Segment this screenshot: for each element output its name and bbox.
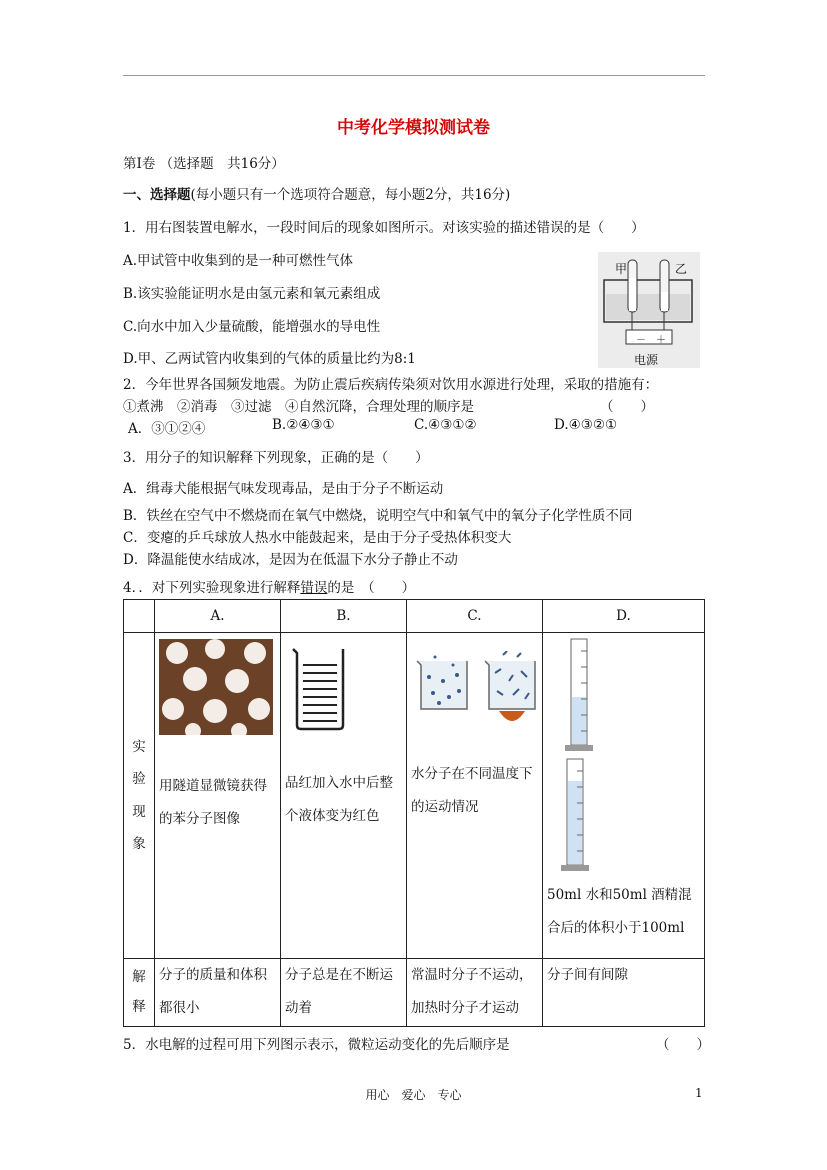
label-char: 验	[132, 771, 146, 788]
q4-explanation-row	[124, 959, 705, 1027]
q1-option-d: D.甲、乙两试管内收集到的气体的质量比约为8:1	[123, 351, 416, 367]
tube-left-label: 甲	[615, 262, 628, 276]
q1-option-a: A.甲试管中收集到的是一种可燃性气体	[123, 253, 354, 269]
q4-cell-a	[155, 633, 281, 959]
label-char: 释	[132, 998, 146, 1015]
power-caption: 电源	[634, 353, 659, 367]
q2-stem-line1: 2．今年世界各国频发地震。为防止震后疾病传染须对饮用水源进行处理，采取的措施有：	[123, 377, 659, 393]
q4-header-row	[124, 600, 705, 633]
q5-stem: 5．水电解的过程可用下列图示表示，微粒运动变化的先后顺序是	[123, 1037, 510, 1053]
q4-expl-a-text: 分子的质量和体积都很小	[159, 967, 267, 1016]
q4-cell-c	[407, 633, 543, 959]
electrode-plus: ＋	[656, 335, 666, 346]
q4-expl-a	[155, 959, 281, 1027]
q1-option-b: B.该实验能证明水是由氢元素和氧元素组成	[123, 286, 381, 302]
benzene-molecule-icon	[159, 639, 273, 735]
label-char: 象	[132, 835, 146, 852]
q3-option-a: A．缉毒犬能根据气味发现毒品，是由于分子不断运动	[123, 481, 444, 497]
q4-expl-c-text: 常温时分子不运动，加热时分子才运动	[411, 967, 533, 1016]
cylinder-image-1	[563, 637, 704, 757]
label-char: 实	[132, 738, 146, 755]
q4-row2-label	[124, 959, 155, 1027]
header-rule	[123, 75, 705, 76]
q4-header-b: B.	[281, 600, 407, 633]
footer-motto: 用心 爱心 专心	[365, 1088, 462, 1102]
part-heading	[123, 183, 510, 203]
cylinder-image-2	[559, 757, 704, 877]
electrolysis-figure	[598, 252, 700, 368]
beakers-icon	[413, 651, 541, 731]
graduated-cylinder-icon	[559, 757, 595, 873]
q1-stem: 1．用右图装置电解水，一段时间后的现象如图所示。对该实验的描述错误的是（ ）	[123, 220, 645, 236]
q4-phenomenon-row	[124, 633, 705, 959]
tube-right-label: 乙	[675, 262, 688, 276]
beaker-image	[289, 643, 406, 735]
q4-header-corner	[124, 600, 155, 633]
q4-cell-d-text: 50ml 水和50ml 酒精混合后的体积小于100ml	[547, 887, 692, 936]
part-heading-rest: (每小题只有一个选项符合题意，每小题2分，共16分)	[190, 187, 511, 203]
q2-stem-line2: ①煮沸 ②消毒 ③过滤 ④自然沉降，合理处理的顺序是	[123, 399, 474, 415]
q4-expl-d-text: 分子间有间隙	[547, 967, 628, 983]
q5-answer-paren: （ ）	[656, 1037, 710, 1053]
q4-cell-c-text: 水分子在不同温度下的运动情况	[411, 766, 533, 815]
q4-row1-label	[124, 633, 155, 959]
part-heading-bold: 一、选择题	[123, 187, 191, 203]
q2-option-c: C.④③①②	[414, 417, 477, 433]
page-number: 1	[695, 1086, 703, 1100]
q1-option-c: C.向水中加入少量硫酸，能增强水的导电性	[123, 319, 381, 335]
q2-option-b: B.②④③①	[272, 417, 335, 433]
q4-header-c: C.	[407, 600, 543, 633]
section-header: 第Ⅰ卷 （选择题 共16分）	[123, 156, 285, 172]
q4-expl-c	[407, 959, 543, 1027]
q2-option-d: D.④③②①	[554, 417, 618, 433]
q3-stem: 3．用分子的知识解释下列现象，正确的是（ ）	[123, 450, 429, 466]
q4-cell-a-text: 用隧道显微镜获得的苯分子图像	[159, 778, 267, 827]
q3-option-d: D．降温能使水结成冰，是因为在低温下水分子静止不动	[123, 552, 458, 568]
q4-stem	[123, 576, 415, 596]
label-char: 现	[132, 803, 146, 820]
q3-option-c: C．变瘪的乒乓球放人热水中能鼓起来，是由于分子受热体积变大	[123, 530, 512, 546]
q4-cell-d	[543, 633, 705, 959]
q4-cell-b-text: 品红加入水中后整个液体变为红色	[285, 775, 393, 824]
beaker-icon	[289, 643, 349, 731]
q4-table	[123, 599, 705, 1027]
q3-option-b: B．铁丝在空气中不燃烧而在氧气中燃烧，说明空气中和氧气中的氧分子化学性质不同	[123, 508, 633, 524]
q2-option-a: A．③①②④	[128, 421, 206, 437]
q4-stem-post: 的是 （ ）	[327, 580, 416, 596]
water-molecules-image	[413, 651, 542, 735]
benzene-stm-image	[159, 639, 273, 735]
q4-header-a: A.	[155, 600, 281, 633]
label-char: 解	[132, 968, 146, 985]
q4-stem-pre: 4．．对下列实验现象进行解释	[123, 580, 301, 596]
q4-header-d: D.	[543, 600, 705, 633]
q4-expl-b	[281, 959, 407, 1027]
q4-cell-b	[281, 633, 407, 959]
q4-stem-underline: 错误	[300, 580, 328, 596]
graduated-cylinder-icon	[563, 637, 599, 753]
q4-expl-b-text: 分子总是在不断运动着	[285, 967, 393, 1016]
page-title: 中考化学模拟测试卷	[337, 118, 490, 138]
q2-answer-paren: （ ）	[600, 399, 654, 415]
q4-expl-d	[543, 959, 705, 1027]
electrode-minus: －	[636, 335, 646, 346]
